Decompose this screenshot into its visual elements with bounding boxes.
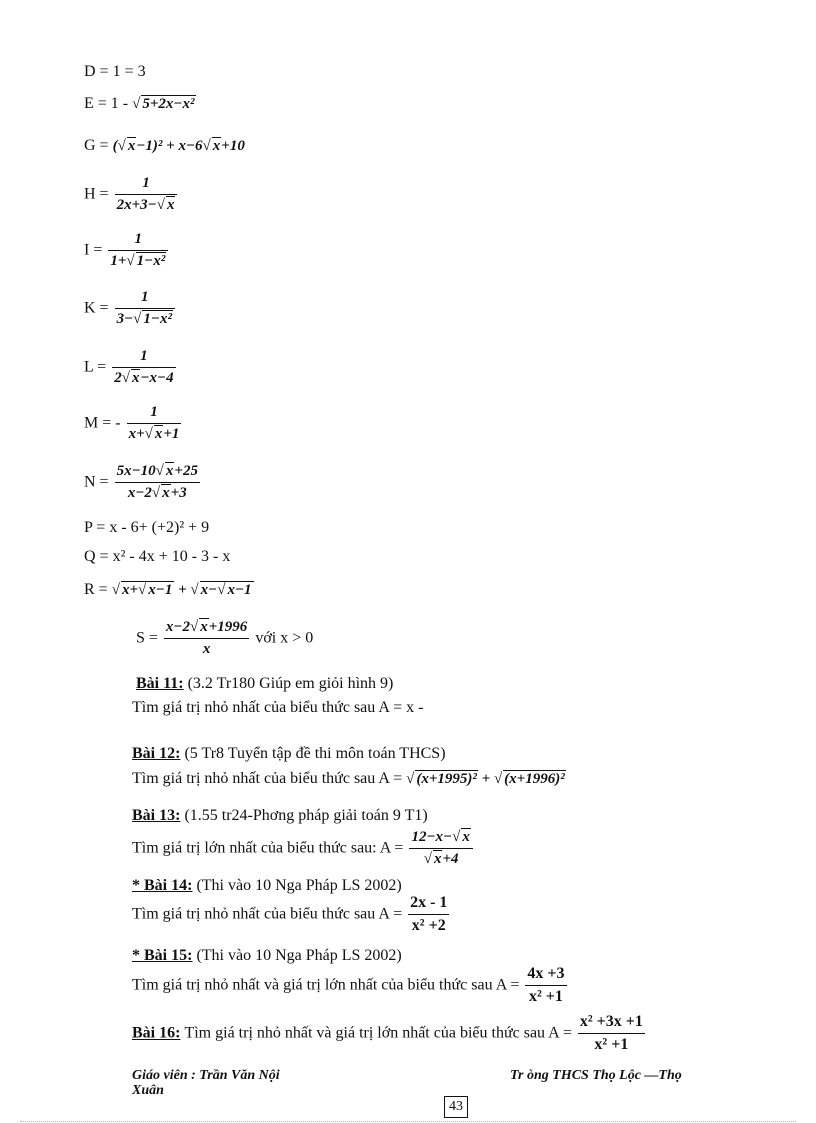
- expr-e: [84, 96, 196, 112]
- expr-e-label: E = 1 -: [84, 95, 129, 112]
- footer-teacher: Giáo viên : Trần Văn Nội: [132, 1068, 280, 1083]
- expr-k: [84, 290, 177, 327]
- problem-11-title: Bài 11:: [136, 675, 184, 692]
- expr-l-fraction: $\frac{1}{2√ x-x-4}$: [114, 348, 174, 386]
- expr-m: [84, 405, 183, 442]
- problem-16-title: Bài 16:: [132, 1024, 181, 1042]
- expr-s-fraction: $\frac{x-2√ x+1996}{x}$: [165, 619, 248, 657]
- problem-14-text: Tìm giá trị nhỏ nhất của biểu thức sau A = $\frac{2x - 1}{\text{x² +2}}$: [132, 894, 448, 934]
- problem-13-fraction: $\frac{12-x-√ x}{√ x+4}$: [409, 830, 472, 867]
- problem-11-text: Tìm giá trị nhỏ nhất của biểu thức sau A = x -: [132, 699, 424, 716]
- problem-13-source: (1.55 tr24-Phơng pháp giải toán 9 T1): [184, 807, 428, 824]
- expr-i: [84, 232, 170, 269]
- expr-n: [84, 464, 202, 501]
- expr-s-condition: với x > 0: [255, 629, 314, 647]
- expr-h-fraction: $\frac{1}{2x+3-√ x}$: [115, 176, 178, 213]
- expr-q: Q = x² - 4x + 10 - 3 - x: [84, 548, 231, 565]
- expr-m-label: M = -: [84, 414, 121, 432]
- expr-k-fraction: $\frac{1}{\text{3−√ 1−x²}}$: [115, 290, 175, 327]
- expr-g-body: (√ x−1)² + x−6√ x+10: [112, 138, 245, 154]
- footer-school: Tr òng THCS Thọ Lộc —Thọ: [510, 1068, 682, 1083]
- problem-14-fraction: $\frac{2x - 1}{\text{x² +2}}$: [410, 894, 448, 934]
- problem-16-fraction: $\frac{\text{x² +3x +1}}{\text{x² +1}}$: [579, 1013, 643, 1053]
- footer-teacher-cont: Xuân: [132, 1083, 164, 1098]
- expr-k-label: K =: [84, 299, 109, 317]
- problem-12-text: Tìm giá trị nhỏ nhất của biểu thức sau A = √ (x+1995)² + √ (x+1996)²: [132, 770, 565, 787]
- expr-e-body: √ 5+2x−x²: [132, 96, 195, 112]
- expr-g-label: G =: [84, 137, 109, 154]
- problem-13-text: Tìm giá trị lớn nhất của biểu thức sau: A = $\frac{12-x-√ x}{√ x+4}$: [132, 830, 475, 867]
- expr-h: [84, 176, 179, 213]
- expr-i-label: I =: [84, 241, 103, 259]
- expr-r: [84, 582, 254, 598]
- expr-r-label: R =: [84, 581, 108, 598]
- problem-13-header: [132, 808, 428, 824]
- problem-16-text: Tìm giá trị nhỏ nhất và giá trị lớn nhất của biểu thức sau A =: [184, 1024, 572, 1042]
- problem-15-header: [132, 948, 402, 964]
- expr-l: [84, 349, 178, 386]
- expr-s-label: S =: [136, 629, 158, 647]
- problem-14-header: [132, 878, 402, 894]
- problem-11-source: (3.2 Tr180 Giúp em giỏi hình 9): [187, 675, 394, 692]
- expr-g: [84, 138, 245, 154]
- problem-15-text: Tìm giá trị nhỏ nhất và giá trị lớn nhất của biểu thức sau A = $\frac{4x +3}{\text{x² +1}}$: [132, 965, 565, 1005]
- problem-12-header: [132, 746, 446, 762]
- problem-12-expression: √ (x+1995)² + √ (x+1996)²: [406, 771, 565, 787]
- problem-11-header: [136, 676, 393, 692]
- problem-14-title: * Bài 14:: [132, 877, 193, 894]
- expr-n-label: N =: [84, 473, 109, 491]
- page-number: 43: [444, 1096, 468, 1118]
- expr-h-label: H =: [84, 185, 109, 203]
- expr-d: D = 1 = 3: [84, 63, 146, 80]
- expr-p: P = x - 6+ (+2)² + 9: [84, 519, 210, 536]
- problem-12-title: Bài 12:: [132, 745, 181, 762]
- problem-15-source: (Thi vào 10 Nga Pháp LS 2002): [196, 947, 402, 964]
- expr-l-label: L =: [84, 358, 107, 376]
- problem-14-source: (Thi vào 10 Nga Pháp LS 2002): [196, 877, 402, 894]
- expr-r-body: √ x+√ x−1 + √ x−√ x−1: [111, 582, 252, 598]
- footer-rule: [20, 1121, 796, 1122]
- expr-n-fraction: $\frac{5x-10√ x+25}{x-2√ x+3}$: [116, 463, 198, 501]
- problem-15-fraction: $\frac{4x +3}{\text{x² +1}}$: [527, 965, 565, 1005]
- problem-12-source: (5 Tr8 Tuyển tập đề thi môn toán THCS): [184, 745, 446, 762]
- problem-16: [132, 1014, 647, 1053]
- problem-15-title: * Bài 15:: [132, 947, 193, 964]
- problem-13-title: Bài 13:: [132, 807, 181, 824]
- expr-m-fraction: $\frac{1}{x+√ x+1}$: [128, 404, 180, 442]
- expr-s: [136, 620, 313, 657]
- expr-i-fraction: $\frac{1}{\text{1+√ 1−x²}}$: [108, 232, 168, 269]
